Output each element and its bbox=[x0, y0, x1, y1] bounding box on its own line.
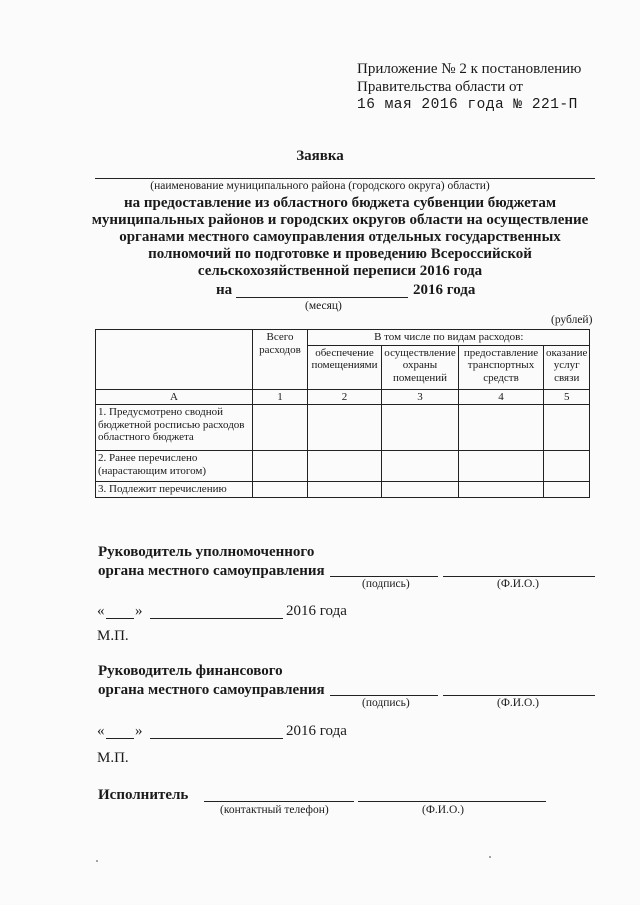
purpose-line-2: муниципальных районов и городских округов области на осуществление bbox=[91, 212, 589, 228]
head1-sign-caption: (подпись) bbox=[362, 578, 410, 590]
col-num-4: 4 bbox=[459, 389, 544, 405]
col-total-header: Всего расходов bbox=[253, 330, 308, 390]
date2-close-quote: » bbox=[135, 723, 143, 739]
appendix-line-1: Приложение № 2 к постановлению bbox=[357, 61, 582, 77]
document-title: Заявка bbox=[296, 148, 344, 164]
cell-input[interactable] bbox=[459, 482, 544, 498]
month-caption: (месяц) bbox=[305, 300, 342, 312]
col-security-header: осуществление охраны помещений bbox=[382, 345, 459, 389]
row-label-planned: 1. Предусмотрено сводной бюджетной росписью расходов областного бюджета bbox=[96, 405, 253, 451]
month-field[interactable] bbox=[236, 297, 408, 298]
executor-phone-caption: (контактный телефон) bbox=[220, 804, 329, 816]
expenses-table bbox=[95, 329, 590, 498]
head1-line1: Руководитель уполномоченного bbox=[98, 544, 315, 560]
purpose-block bbox=[60, 195, 620, 280]
cell-input[interactable] bbox=[253, 482, 308, 498]
head2-line2: органа местного самоуправления bbox=[98, 682, 325, 698]
head2-signature-field[interactable] bbox=[330, 695, 438, 696]
cell-input[interactable] bbox=[253, 451, 308, 482]
date1-open-quote: « bbox=[97, 603, 105, 619]
date2-day-field[interactable] bbox=[106, 738, 134, 739]
row-label-transferred: 2. Ранее перечислено (нарастающим итогом) bbox=[96, 451, 253, 482]
head1-fio-caption: (Ф.И.О.) bbox=[497, 578, 539, 590]
col-num-3: 3 bbox=[382, 389, 459, 405]
scan-speck bbox=[96, 860, 98, 862]
cell-input[interactable] bbox=[544, 451, 590, 482]
group-header: В том числе по видам расходов: bbox=[308, 330, 590, 346]
executor-phone-field[interactable] bbox=[204, 801, 354, 802]
head1-fio-field[interactable] bbox=[443, 576, 595, 577]
cell-input[interactable] bbox=[382, 451, 459, 482]
cell-input[interactable] bbox=[544, 405, 590, 451]
appendix-date-stamp: 16 мая 2016 года № 221-П bbox=[357, 97, 578, 113]
purpose-line-4: полномочий по подготовке и проведению Всероссийской bbox=[148, 246, 532, 262]
col-num-2: 2 bbox=[308, 389, 382, 405]
date2-open-quote: « bbox=[97, 723, 105, 739]
date2-year: 2016 года bbox=[286, 723, 347, 739]
row-label-to-transfer: 3. Подлежит перечислению bbox=[96, 482, 253, 498]
units-label: (рублей) bbox=[551, 314, 593, 326]
date2-month-field[interactable] bbox=[150, 738, 283, 739]
stamp-place-1: М.П. bbox=[97, 628, 129, 644]
head2-line1: Руководитель финансового bbox=[98, 663, 283, 679]
executor-fio-caption: (Ф.И.О.) bbox=[422, 804, 464, 816]
appendix-line-2: Правительства области от bbox=[357, 79, 523, 95]
date1-year: 2016 года bbox=[286, 603, 347, 619]
col-transport-header: предоставление транспортных средств bbox=[459, 345, 544, 389]
head2-fio-field[interactable] bbox=[443, 695, 595, 696]
cell-input[interactable] bbox=[459, 451, 544, 482]
col-communication-header: оказание услуг связи bbox=[544, 345, 590, 389]
cell-input[interactable] bbox=[459, 405, 544, 451]
table-header-blank bbox=[96, 330, 253, 390]
col-num-5: 5 bbox=[544, 389, 590, 405]
executor-fio-field[interactable] bbox=[358, 801, 546, 802]
cell-input[interactable] bbox=[382, 405, 459, 451]
cell-input[interactable] bbox=[308, 405, 382, 451]
head1-line2: органа местного самоуправления bbox=[98, 563, 325, 579]
month-prefix: на bbox=[216, 282, 233, 298]
col-premises-header: обеспечение помещениями bbox=[308, 345, 382, 389]
purpose-line-5: сельскохозяйственной переписи 2016 года bbox=[197, 263, 483, 279]
purpose-line-3: органами местного самоуправления отдельных государственных bbox=[119, 229, 561, 245]
month-year-suffix: 2016 года bbox=[413, 282, 476, 298]
district-caption: (наименование муниципального района (городского округа) области) bbox=[150, 180, 490, 192]
appendix-block bbox=[357, 60, 581, 114]
date1-day-field[interactable] bbox=[106, 618, 134, 619]
cell-input[interactable] bbox=[308, 451, 382, 482]
cell-input[interactable] bbox=[382, 482, 459, 498]
stamp-place-2: М.П. bbox=[97, 750, 129, 766]
col-num-a: А bbox=[96, 389, 253, 405]
head1-signature-field[interactable] bbox=[330, 576, 438, 577]
purpose-line-1: на предоставление из областного бюджета субвенции бюджетам bbox=[123, 195, 557, 211]
date1-close-quote: » bbox=[135, 603, 143, 619]
head2-sign-caption: (подпись) bbox=[362, 697, 410, 709]
col-num-1: 1 bbox=[253, 389, 308, 405]
scan-speck bbox=[489, 856, 491, 858]
cell-input[interactable] bbox=[308, 482, 382, 498]
district-name-line[interactable] bbox=[95, 178, 595, 179]
head2-fio-caption: (Ф.И.О.) bbox=[497, 697, 539, 709]
executor-label: Исполнитель bbox=[98, 787, 189, 803]
cell-input[interactable] bbox=[544, 482, 590, 498]
date1-month-field[interactable] bbox=[150, 618, 283, 619]
cell-input[interactable] bbox=[253, 405, 308, 451]
